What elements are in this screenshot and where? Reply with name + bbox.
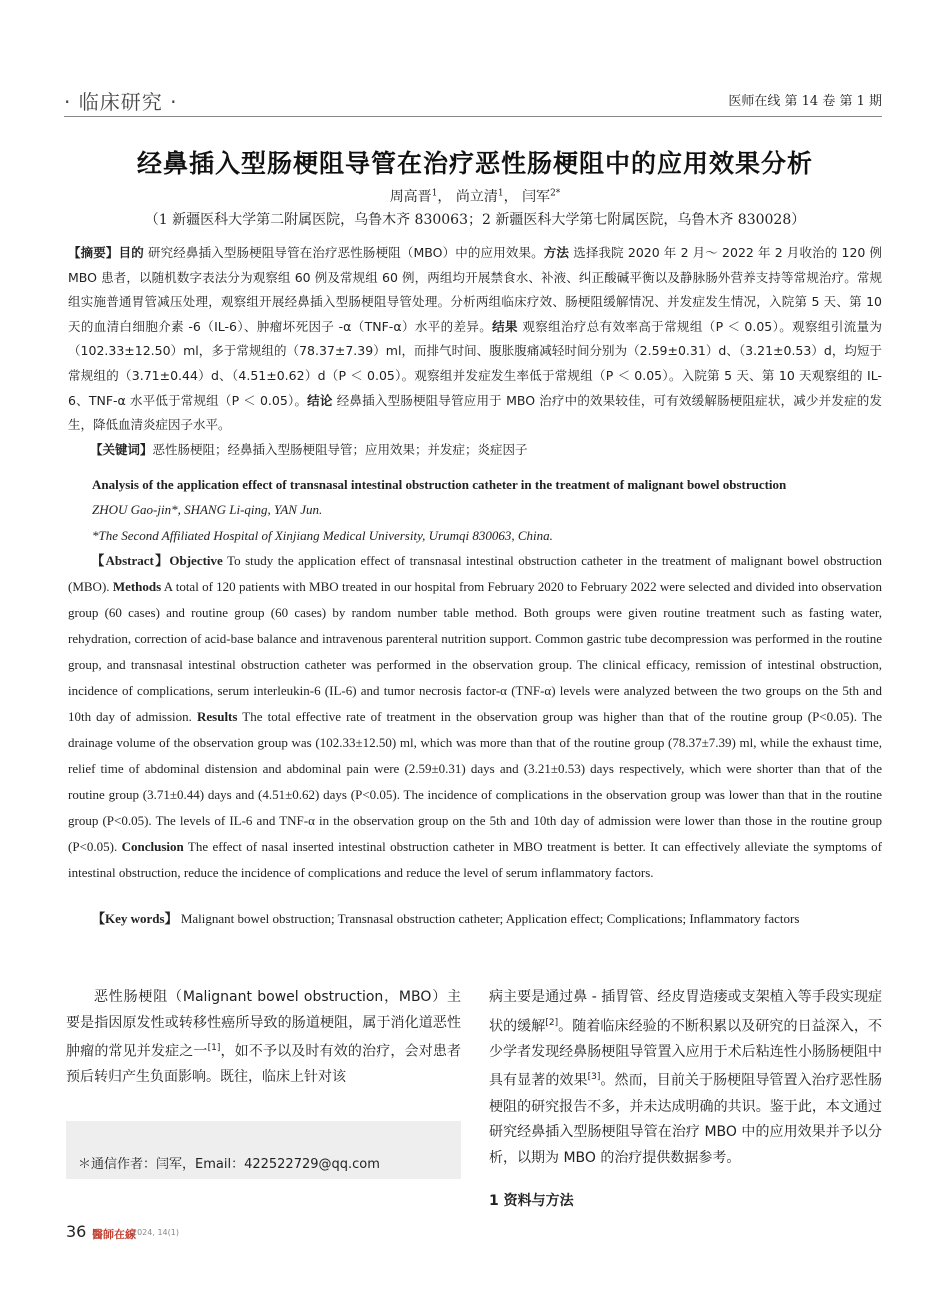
correspondence-note: ＊通信作者：闫军，Email：422522729@qq.com (78, 1157, 380, 1172)
citation: [2] (545, 1017, 559, 1028)
citation: [1] (207, 1043, 221, 1054)
header-rule (64, 116, 882, 117)
en-keywords: 【Key words】 Malignant bowel obstruction; Transnasal obstruction catheter; Application effect; Complications; Inflammatory factors (92, 911, 800, 926)
body-right-paragraph: 病主要是通过鼻 - 插胃管、经皮胃造瘘或支架植入等手段实现症状的缓解[2]。随着临床经验的不断积累以及研究的日益深入，不少学者发现经鼻肠梗阻导管置入应用于术后粘连性小肠肠梗阻中具有显著的效果[3]。然而，目前关于肠梗阻导管置入治疗恶性肠梗阻的研究报告不多，并未达成明确的共识。鉴于此，本文通过研究经鼻插入型肠梗阻导管在治疗 MBO 中的应用效果并予以分析，以期为 MBO 的治疗提供数据参考。 (489, 989, 883, 1166)
en-abstract: 【Abstract】Objective To study the application effect of transnasal intestinal obstruction catheter in the treatment of malignant bowel obstruction (MBO). Methods A total of 120 patients with MBO treated in our hospital from February 2020 to February 2022 were selected and divided into observation group (60 cases) and routine group (60 cases) by random number table method. Both groups were given routine treatment such as fasting water, rehydration, correction of acid-base balance and intravenous parenteral nutrition support. Common gastric tube decompression was performed in the routine group, and transnasal intestinal obstruction catheter was performed in the observation group. The clinical efficacy, remission of intestinal obstruction, incidence of complications, serum interleukin-6 (IL-6) and tumor necrosis factor-α (TNF-α) levels were analyzed between the two groups on the 5th and 10th day of admission. Results The total effective rate of treatment in the observation group was higher than that of the routine group (P<0.05). The drainage volume of the observation group was (102.33±12.50) ml, which was more than that of the routine group (78.37±7.39) ml, while the exhaust time, relief time of abdominal distension and abdominal pain were (2.59±0.31) days and (3.21±0.53) days respectively, which were shorter than that of the routine group (3.71±0.44) days and (4.51±0.62) days (P<0.05). The incidence of complications in the observation group was lower than that in the routine group (P<0.05). The levels of IL-6 and TNF-α in the observation group on the 5th and 10th day of admission were lower than those in the routine group (P<0.05). Conclusion The effect of nasal inserted intestinal obstruction catheter in MBO treatment is better. It can effectively alleviate the symptoms of intestinal obstruction, reduce the incidence of complications and reduce the level of serum inflammatory factors. (68, 553, 883, 880)
cn-abstract: 【摘要】目的 研究经鼻插入型肠梗阻导管在治疗恶性肠梗阻（MBO）中的应用效果。方法 选择我院 2020 年 2 月～ 2022 年 2 月收治的 120 例 MBO 患者，以随机数字表法分为观察组 60 例及常规组 60 例，两组均开展禁食水、补液、纠正酸碱平衡以及静脉肠外营养支持等常规治疗。常规组实施普通胃管减压处理，观察组开展经鼻插入型肠梗阻导管处理。分析两组临床疗效、肠梗阻缓解情况、并发症发生情况，入院第 5 天、第 10 天的血清白细胞介素 -6（IL-6）、肿瘤坏死因子 -α（TNF-α）水平的差异。结果 观察组治疗总有效率高于常规组（P ＜ 0.05）。观察组引流量为（102.33±12.50）ml，多于常规组的（78.37±7.39）ml，而排气时间、腹胀腹痛减轻时间分别为（2.59±0.31）d、（3.21±0.53）d，均短于常规组的（3.71±0.44）d、（4.51±0.62）d（P ＜ 0.05）。观察组并发症发生率低于常规组（P ＜ 0.05）。入院第 5 天、第 10 天观察组的 IL-6、TNF-α 水平低于常规组（P ＜ 0.05）。结论 经鼻插入型肠梗阻导管应用于 MBO 治疗中的效果较佳，可有效缓解肠梗阻症状，减少并发症的发生，降低血清炎症因子水平。 【关键词】恶性肠梗阻；经鼻插入型肠梗阻导管；应用效果；并发症；炎症因子 (68, 241, 882, 462)
author-1: 周高晋 (389, 189, 432, 205)
section-heading: 1 资料与方法 (489, 1193, 574, 1209)
journal-issue: 医师在线 第 14 卷 第 1 期 (728, 94, 882, 109)
author-2: 尚立清 (455, 189, 498, 205)
section-label: · 临床研究 · (64, 90, 178, 114)
journal-logo: 醫師在線 (92, 1228, 136, 1241)
citation: [3] (587, 1072, 601, 1083)
affiliation: （1 新疆医科大学第二附属医院，乌鲁木齐 830063；2 新疆医科大学第七附属医院，乌鲁木齐 830028） (144, 212, 806, 228)
paper-title: 经鼻插入型肠梗阻导管在治疗恶性肠梗阻中的应用效果分析 (136, 149, 813, 178)
page-number: 36 (66, 1222, 87, 1241)
cn-keywords: 【关键词】恶性肠梗阻；经鼻插入型肠梗阻导管；应用效果；并发症；炎症因子 (90, 441, 528, 457)
en-affiliation: *The Second Affiliated Hospital of Xinjiang Medical University, Urumqi 830063, China. (92, 528, 553, 543)
footer-issue: 2024, 14(1) (132, 1228, 179, 1237)
en-authors: ZHOU Gao-jin*, SHANG Li-qing, YAN Jun. (92, 502, 323, 517)
authors: 周高晋$^1$， 尚立清$^1$， 闫军$^{2*}$ (389, 188, 561, 205)
cn-abstract-label: 【摘要】 (68, 245, 119, 260)
body-left-paragraph: 恶性肠梗阻（Malignant bowel obstruction，MBO）主要是指因原发性或转移性癌所导致的肠道梗阻，属于消化道恶性肿瘤的常见并发症之一[1]，如不予以及时有效的治疗，会对患者预后转归产生负面影响。既往，临床上针对该 (66, 989, 462, 1086)
en-title: Analysis of the application effect of transnasal intestinal obstruction catheter in the treatment of malignant bowel obstruction (92, 477, 787, 492)
author-3: 闫军 (522, 189, 551, 205)
